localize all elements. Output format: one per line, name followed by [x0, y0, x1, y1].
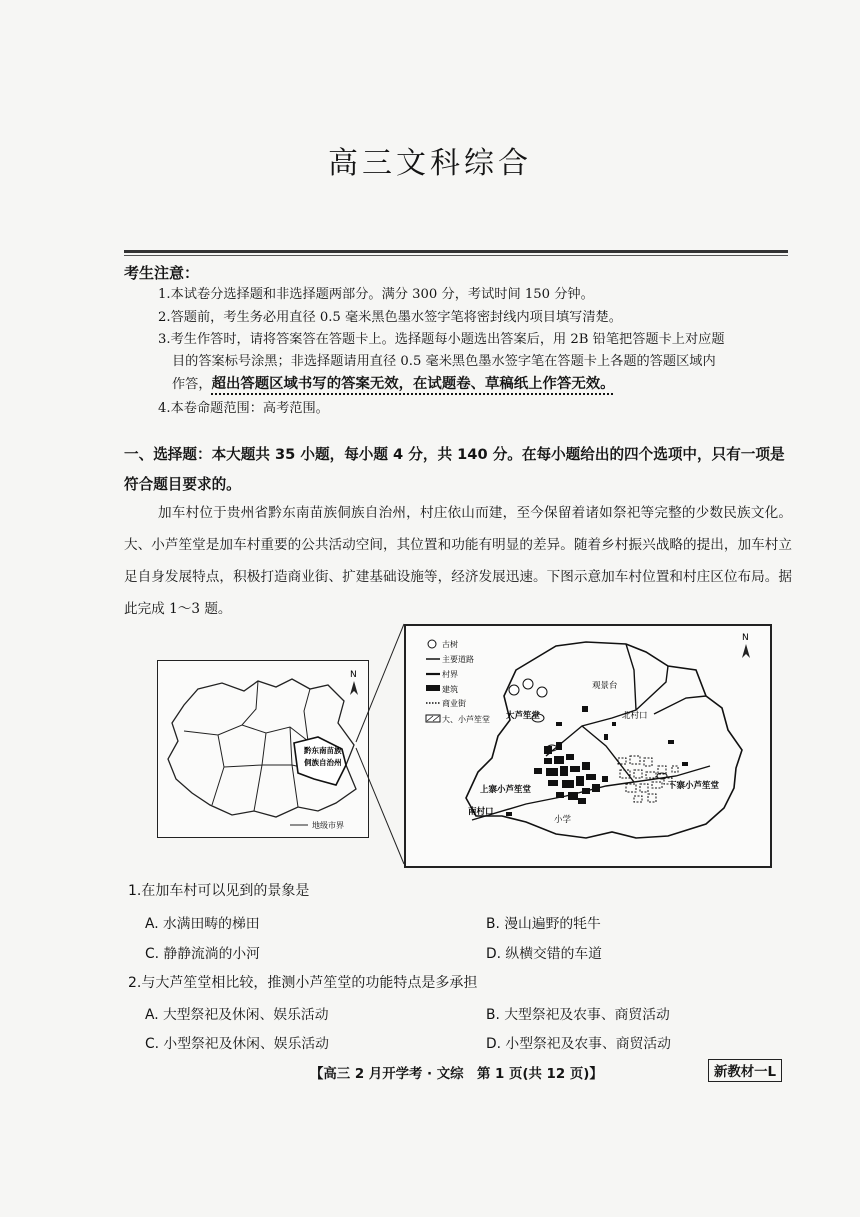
building-icon [426, 685, 440, 691]
label-upper-hall: 上寨小芦笙堂 [480, 785, 532, 795]
buildings-west [534, 742, 608, 804]
legend-label: 地级市界 [312, 821, 344, 830]
label-viewpoint: 观景台 [592, 681, 618, 691]
label-south-gate: 南村口 [468, 807, 494, 817]
buildings-east [618, 756, 678, 802]
notice-item-1: 1.本试卷分选择题和非选择题两部分。满分 300 分，考试时间 150 分钟。 [158, 287, 594, 302]
notice-item-3-line-3 [172, 373, 812, 396]
legend-item-label: 主要道路 [442, 655, 474, 664]
region-label-2: 侗族自治州 [304, 758, 342, 767]
tree-icon [428, 640, 436, 648]
village-map [404, 624, 772, 868]
zoom-connector [300, 622, 410, 868]
region-label-1: 黔东南苗族 [304, 746, 342, 755]
section-heading: 一、选择题：本大题共 35 小题，每小题 4 分，共 140 分。在每小题给出的四个选项中，只有一项是符合题目要求的。 [124, 446, 785, 493]
label-lower-hall: 下寨小芦笙堂 [668, 781, 720, 791]
question-1-option-d: D. 纵横交错的车道 [486, 946, 602, 962]
question-2-stem: 2.与大芦笙堂相比较，推测小芦笙堂的功能特点是多承担 [128, 975, 478, 991]
question-2-option-c: C. 小型祭祀及休闲、娱乐活动 [145, 1036, 329, 1052]
legend-item-label: 村界 [442, 670, 458, 679]
edition-badge: 新教材一L [708, 1059, 782, 1082]
legend-item-label: 建筑 [442, 685, 458, 694]
question-1-stem: 1.在加车村可以见到的景象是 [128, 883, 310, 899]
page-title: 高三文科综合 [328, 146, 532, 181]
question-2-option-a: A. 大型祭祀及休闲、娱乐活动 [145, 1007, 329, 1023]
question-1-option-c: C. 静静流淌的小河 [145, 946, 260, 962]
intro-paragraph: 加车村位于贵州省黔东南苗族侗族自治州，村庄依山而建，至今保留着诸如祭祀等完整的少数民族文化。大、小芦笙堂是加车村重要的公共活动空间，其位置和功能有明显的差异。随着乡村振兴战略的提出，加车村立足自身发展特点，积极打造商业街、扩建基础设施等，经济发展迅速。下图示意加车村位置和村庄区位布局。据此完成 1～3 题。 [124, 505, 792, 617]
notice-item-4: 4.本卷命题范围：高考范围。 [158, 401, 329, 416]
label-big-hall: 大芦笙堂 [506, 711, 541, 721]
north-arrow-icon [742, 644, 750, 658]
notice-item-3-emphasis: 超出答题区域书写的答案无效，在试题卷、草稿纸上作答无效。 [211, 376, 615, 392]
notice-item-3-line-1: 3.考生作答时，请将答案答在答题卡上。选择题每小题选出答案后，用 2B 铅笔把答题卡上对应题 [158, 332, 725, 347]
question-2-option-b: B. 大型祭祀及农事、商贸活动 [486, 1007, 670, 1023]
label-school: 小学 [554, 815, 572, 825]
header-rule-thin [124, 255, 788, 256]
label-north-gate: 北村口 [622, 711, 648, 721]
question-1-option-b: B. 漫山遍野的牦牛 [486, 916, 601, 932]
connector-line-bottom [356, 748, 404, 864]
notice-heading: 考生注意： [124, 264, 200, 282]
tree-icons [509, 679, 547, 697]
header-rule [124, 250, 788, 253]
north-label: N [742, 633, 749, 643]
notice-item-2: 2.答题前，考生务必用直径 0.5 毫米黑色墨水签字笔将密封线内项目填写清楚。 [158, 310, 622, 325]
question-2-option-d: D. 小型祭祀及农事、商贸活动 [486, 1036, 671, 1052]
connector-line-top [356, 624, 404, 742]
notice-item-3-prefix: 作答， [172, 377, 212, 392]
notice-item-3-line-2: 目的答案标号涂黑；非选择题请用直径 0.5 毫米黑色墨水签字笔在答题卡上各题的答题区域内 [172, 354, 716, 369]
map-legend [426, 639, 490, 724]
legend-item-label: 古树 [442, 640, 458, 649]
legend-item-label: 大、小芦笙堂 [442, 715, 490, 724]
question-1-option-a: A. 水满田畴的梯田 [145, 916, 260, 932]
village-map-svg [406, 626, 770, 866]
north-label: N [350, 670, 357, 680]
legend-item-label: 商业街 [442, 699, 466, 708]
page-footer: 【高三 2 月开学考 · 文综 第 1 页(共 12 页)】 [310, 1067, 603, 1082]
